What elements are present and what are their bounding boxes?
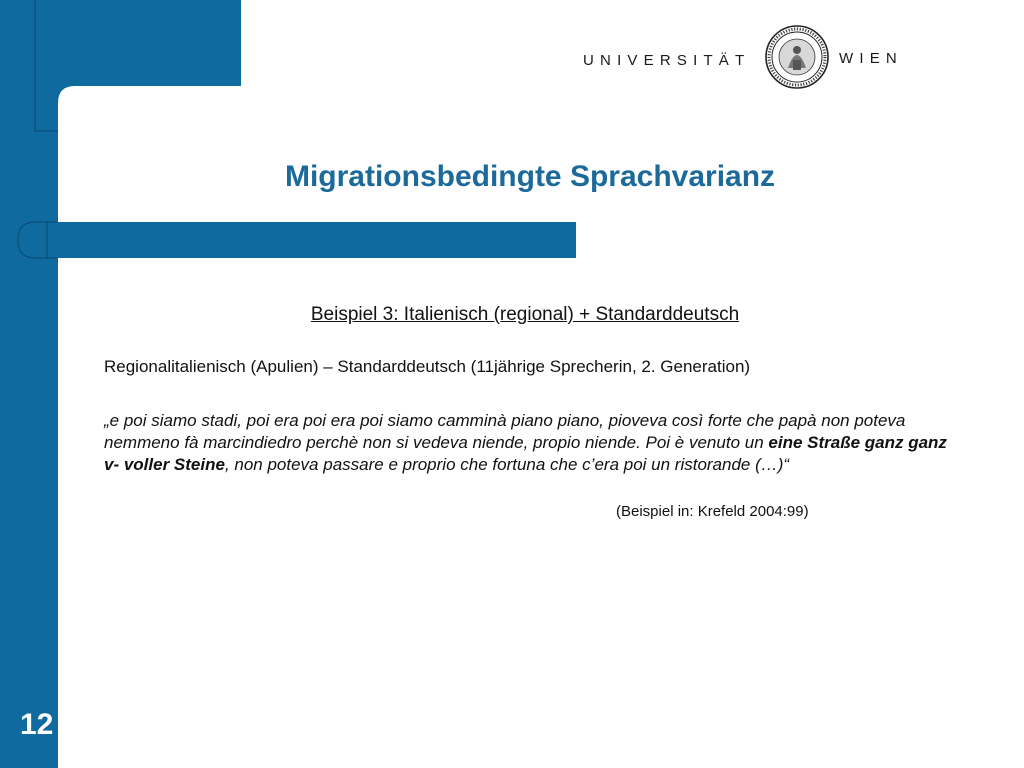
- left-bar: [0, 0, 58, 768]
- example-heading: Beispiel 3: Italienisch (regional) + Standarddeutsch: [310, 304, 740, 325]
- quote-text-part1: „e poi siamo stadi, poi era poi era poi siamo camminà piano piano, pioveva così forte che papà non poteva nemmeno fà marcindiedro perchè non si vedeva niende, propio niende. Poi è venuto un: [104, 411, 906, 452]
- divider-bar: [46, 222, 576, 258]
- university-name-left: UNIVERSITÄT: [583, 52, 751, 69]
- slide-title: Migrationsbedingte Sprachvarianz: [284, 160, 776, 193]
- university-seal-icon: [764, 24, 830, 90]
- quote-source: (Beispiel in: Krefeld 2004:99): [616, 503, 809, 520]
- page-number: 12: [20, 708, 54, 741]
- top-header-block: [58, 0, 241, 103]
- quote-text-german: eine Straße ganz ganz v- voller Steine: [104, 433, 947, 474]
- quote-text-part2: , non poteva passare e proprio che fortuna che c’era poi un ristorande (…)“: [224, 455, 790, 474]
- university-name-right: WIEN: [839, 50, 903, 67]
- example-quote: [104, 410, 964, 476]
- example-description: Regionalitalienisch (Apulien) – Standarddeutsch (11jährige Sprecherin, 2. Generation): [104, 357, 751, 376]
